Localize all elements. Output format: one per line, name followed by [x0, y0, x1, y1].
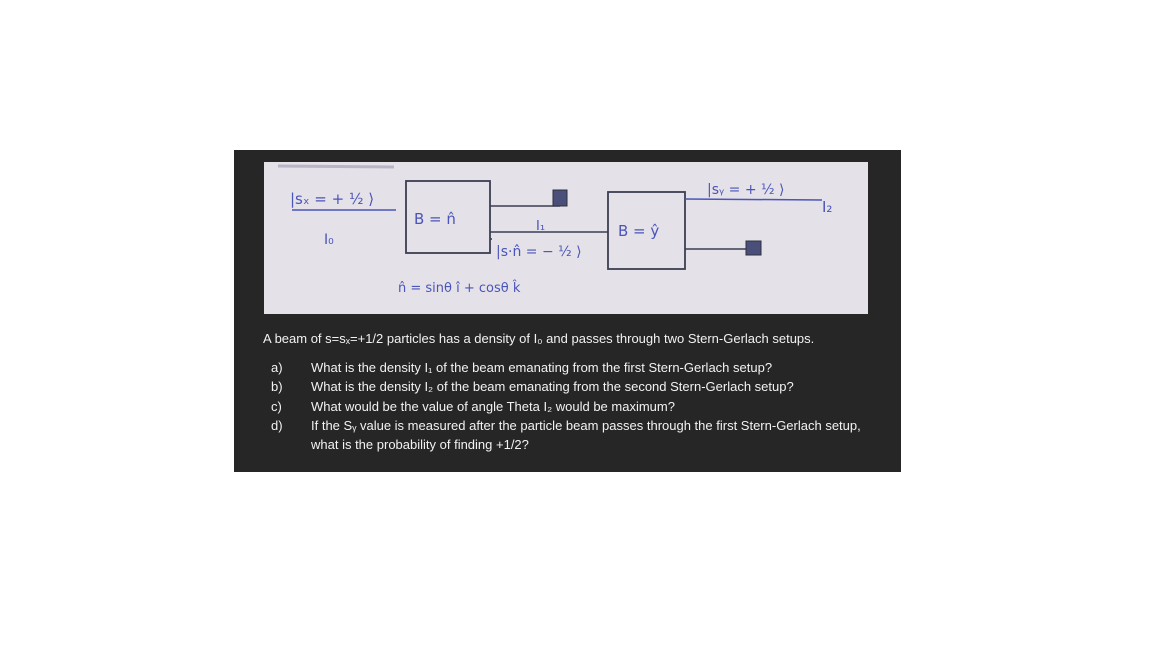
part-marker: c) — [271, 398, 282, 414]
beam-line-out — [685, 199, 822, 200]
part-text: What is the density I₁ of the beam emanating from the first Stern-Gerlach setup? — [311, 360, 773, 375]
part-marker: b) — [271, 379, 283, 395]
part-text: What is the density I₂ of the beam emanating from the second Stern-Gerlach setup? — [311, 379, 794, 395]
intensity-1-label: I₁ — [536, 219, 546, 234]
intensity-2-label: I₂ — [822, 198, 833, 216]
smudge-line — [278, 166, 394, 167]
ket-down-label: |s·n̂ = − ½ ⟩ — [496, 244, 582, 260]
problem-part-c — [271, 397, 871, 416]
part-marker: d) — [271, 417, 283, 433]
problem-part-a — [271, 358, 871, 377]
part-text: If the Sᵧ value is measured after the particle beam passes through the first Stern-Gerlach setup, what is the probability of finding +1/2? — [311, 417, 861, 453]
box2-field-label: B = ŷ — [618, 222, 660, 240]
diagram-photo — [264, 162, 868, 314]
n-definition-label: n̂ = sinθ î + cosθ k̂ — [398, 281, 521, 296]
problem-part-d — [271, 416, 871, 455]
content-panel — [234, 150, 901, 472]
ket-out-label: |sᵧ = + ½ ⟩ — [707, 182, 785, 198]
stern-gerlach-sketch — [264, 162, 868, 314]
blocker-1 — [553, 190, 567, 206]
problem-part-b — [271, 377, 871, 396]
box1-field-label: B = n̂ — [414, 210, 456, 228]
part-text: What would be the value of angle Theta I₂ would be maximum? — [311, 398, 675, 414]
blocker-2 — [746, 241, 761, 255]
ket-in-label: |sₓ = + ½ ⟩ — [290, 190, 375, 208]
part-marker: a) — [271, 360, 283, 375]
problem-intro: A beam of s=sₓ=+1/2 particles has a density of I₀ and passes through two Stern-Gerlach setups. — [263, 331, 815, 346]
intensity-in-label: I₀ — [324, 232, 334, 248]
problem-parts — [271, 358, 871, 454]
